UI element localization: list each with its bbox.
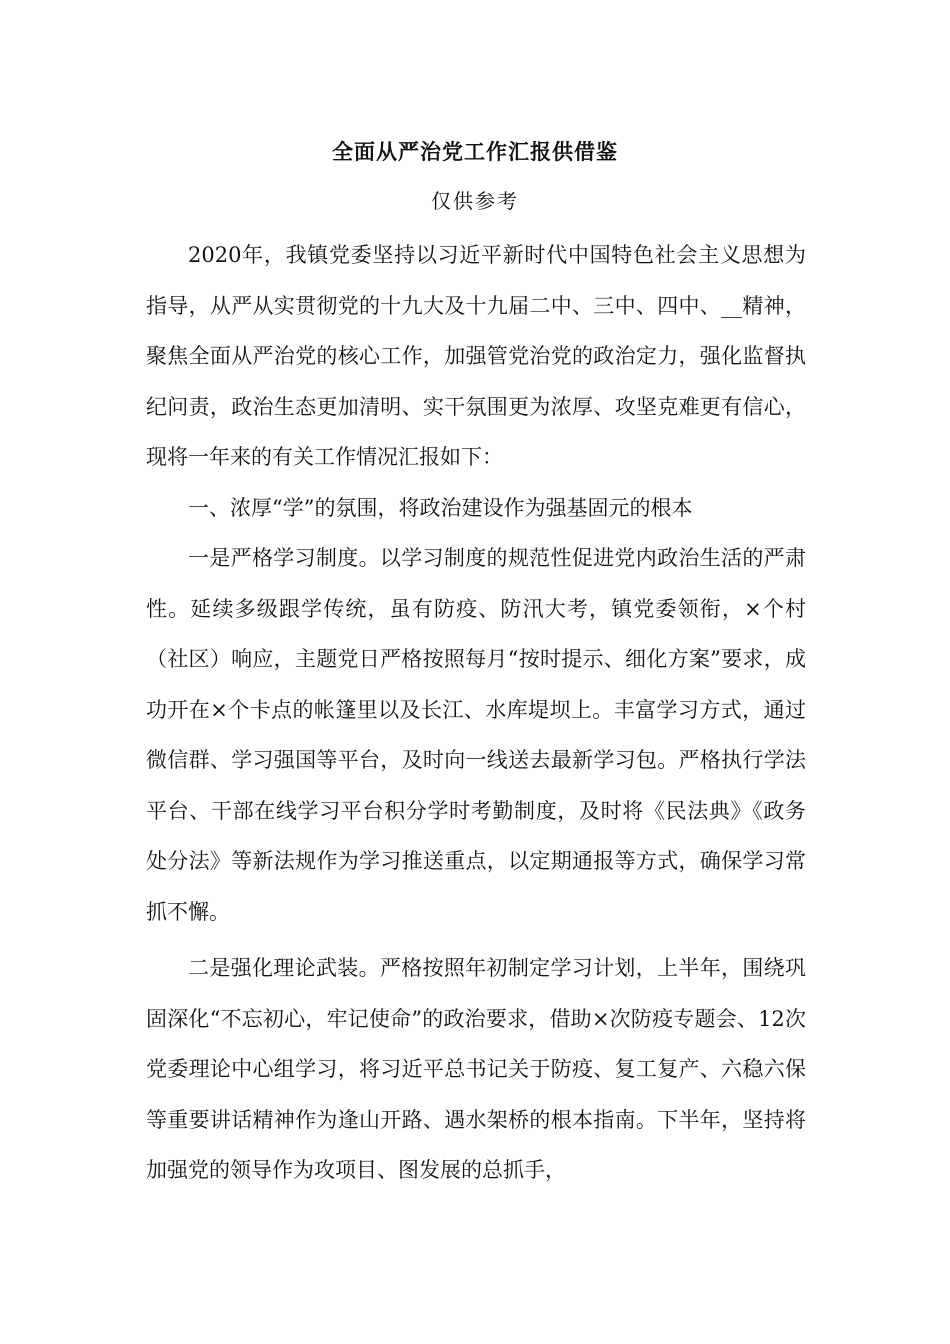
paragraph-intro: 2020年，我镇党委坚持以习近平新时代中国特色社会主义思想为指导，从严从实贯彻党的十九大及十九届二中、三中、四中、__精神，聚焦全面从严治党的核心工作，加强管党治党的政治定力，强化监督执纪问责，政治生态更加清明、实干氛围更为浓厚、攻坚克难更有信心，现将一年来的有关工作情况汇报如下： xyxy=(146,243,806,469)
document-subtitle: 仅供参考 xyxy=(431,189,519,213)
document-title: 全面从严治党工作汇报供借鉴 xyxy=(332,140,618,164)
section-heading-1: 一、浓厚“学”的氛围，将政治建设作为强基固元的根本 xyxy=(188,495,693,520)
document-body xyxy=(146,230,806,1196)
paragraph-study-system: 一是严格学习制度。以学习制度的规范性促进党内政治生活的严肃性。延续多级跟学传统，虽有防疫、防汛大考，镇党委领衔，×个村（社区）响应，主题党日严格按照每月“按时提示、细化方案”要求，成功开在×个卡点的帐篷里以及长江、水库堤坝上。丰富学习方式，通过微信群、学习强国等平台，及时向一线送去最新学习包。严格执行学法平台、干部在线学习平台积分学时考勤制度，及时将《民法典》《政务处分法》等新法规作为学习推送重点，以定期通报等方式，确保学习常抓不懈。 xyxy=(146,546,806,924)
paragraph-theory-arming: 二是强化理论武装。严格按照年初制定学习计划，上半年，围绕巩固深化“不忘初心，牢记使命”的政治要求，借助×次防疫专题会、12次党委理论中心组学习，将习近平总书记关于防疫、复工复产、六稳六保等重要讲话精神作为逢山开路、遇水架桥的根本指南。下半年，坚持将加强党的领导作为攻项目、图发展的总抓手， xyxy=(146,956,806,1182)
